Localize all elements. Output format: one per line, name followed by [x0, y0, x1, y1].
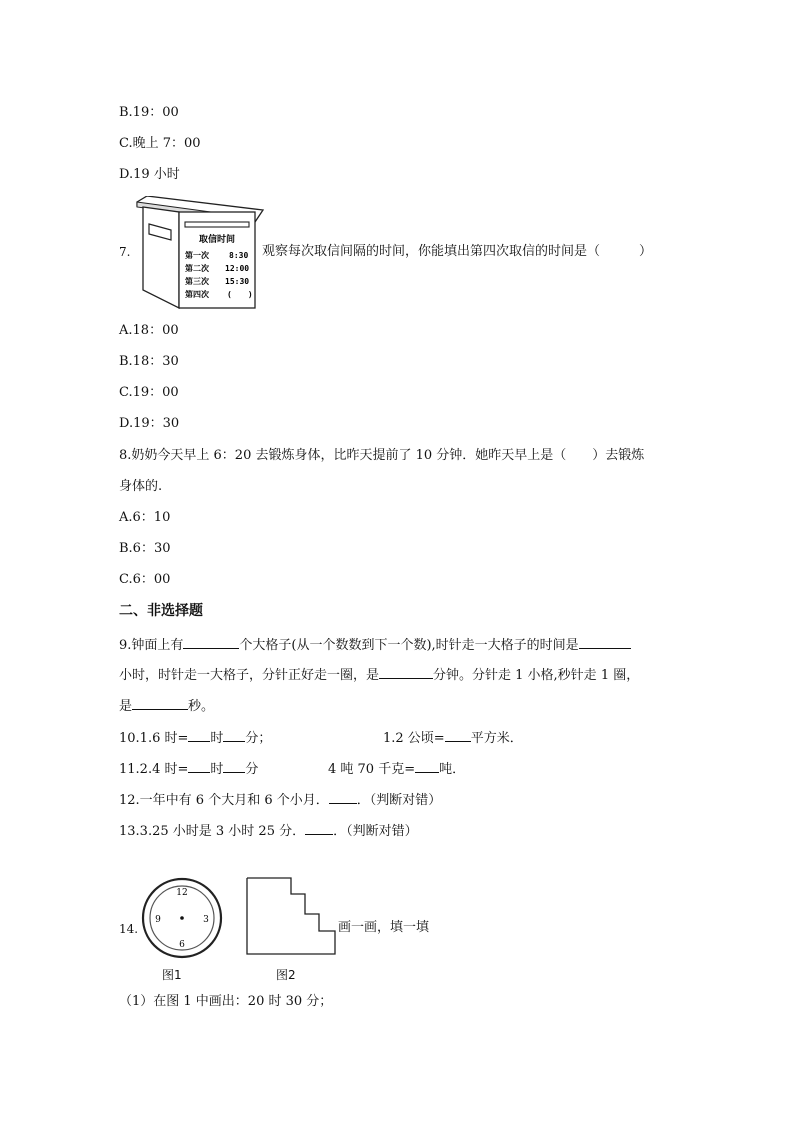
section-title: 二、非选择题: [119, 603, 203, 619]
mailbox-row-3-time: 15:30: [225, 277, 250, 286]
q8-stem-line1: 8.奶奶今天早上 6：20 去锻炼身体，比昨天提前了 10 分钟．她昨天早上是（ ）去锻炼: [119, 448, 645, 463]
mailbox-row-4-label: 第四次: [185, 290, 209, 299]
mailbox-row-2-time: 12:00: [225, 264, 250, 273]
clock-number-6: 6: [179, 940, 185, 950]
q9-blank-2[interactable]: [579, 636, 631, 649]
q10-part-a: 10.1.6 时= 时 分；: [119, 731, 272, 746]
q11-blank-1[interactable]: [188, 760, 210, 773]
mailbox-row-1-time: 8:30: [229, 251, 249, 260]
q6-option-d: D.19 小时: [119, 167, 180, 182]
q14-sub-question-1: （1）在图 1 中画出：20 时 30 分；: [119, 994, 333, 1009]
q7-option-c: C.19：00: [119, 385, 179, 400]
mailbox-illustration: [135, 196, 265, 311]
q14-number: 14.: [119, 922, 139, 936]
q9-line3: 是 秒。: [119, 699, 215, 714]
q7-option-a: A.18：00: [119, 323, 179, 338]
q14-instruction: 画一画，填一填: [338, 920, 430, 935]
q9-blank-3[interactable]: [379, 666, 433, 679]
q10-blank-3[interactable]: [445, 729, 471, 742]
q10-blank-1[interactable]: [188, 729, 210, 742]
clock-face-figure: [141, 877, 223, 959]
figure-2-caption: 图2: [276, 968, 296, 982]
q12-blank[interactable]: [329, 791, 357, 804]
figure-1-caption: 图1: [162, 968, 182, 982]
q7-option-b: B.18：30: [119, 354, 179, 369]
q8-stem-line2: 身体的.: [119, 479, 163, 494]
q11-blank-2[interactable]: [223, 760, 245, 773]
q9-blank-4[interactable]: [132, 697, 188, 710]
q7-option-d: D.19：30: [119, 416, 180, 431]
clock-number-3: 3: [203, 915, 209, 925]
q12: 12.一年中有 6 个大月和 6 个小月． ．（判断对错）: [119, 793, 442, 808]
q8-option-c: C.6：00: [119, 572, 171, 587]
q7-stem: 观察每次取信间隔的时间，你能填出第四次取信的时间是（ ）: [262, 244, 653, 259]
mailbox-row-3-label: 第三次: [185, 277, 209, 286]
staircase-figure: [245, 876, 337, 956]
clock-number-12: 12: [176, 888, 188, 898]
mailbox-row-1-label: 第一次: [185, 251, 209, 260]
q13-blank[interactable]: [305, 822, 333, 835]
q6-option-b: B.19：00: [119, 105, 179, 120]
q6-option-c: C.晚上 7：00: [119, 136, 201, 151]
q10-blank-2[interactable]: [223, 729, 245, 742]
mailbox-row-2-label: 第二次: [185, 264, 209, 273]
mailbox-title: 取信时间: [198, 235, 236, 245]
q7-number: 7.: [119, 245, 131, 259]
q8-option-b: B.6：30: [119, 541, 171, 556]
q11-part-b: 4 吨 70 千克= 吨．: [328, 762, 466, 777]
q9-blank-1[interactable]: [183, 636, 239, 649]
mailbox-row-4-time: ( ): [227, 290, 253, 299]
q11-part-a: 11.2.4 时= 时 分: [119, 762, 259, 777]
q9-line1: 9.钟面上有 个大格子(从一个数数到下一个数),时针走一大格子的时间是: [119, 636, 631, 654]
q13: 13.3.25 小时是 3 小时 25 分． ．（判断对错）: [119, 824, 418, 839]
q10-part-b: 1.2 公顷= 平方米．: [383, 731, 523, 746]
q9-line2: 小时，时针走一大格子，分针正好走一圈，是 分钟。分针走 1 小格,秒针走 1 圈，: [119, 668, 640, 683]
q8-option-a: A.6：10: [119, 510, 171, 525]
q11-blank-3[interactable]: [415, 760, 439, 773]
clock-number-9: 9: [155, 915, 161, 925]
